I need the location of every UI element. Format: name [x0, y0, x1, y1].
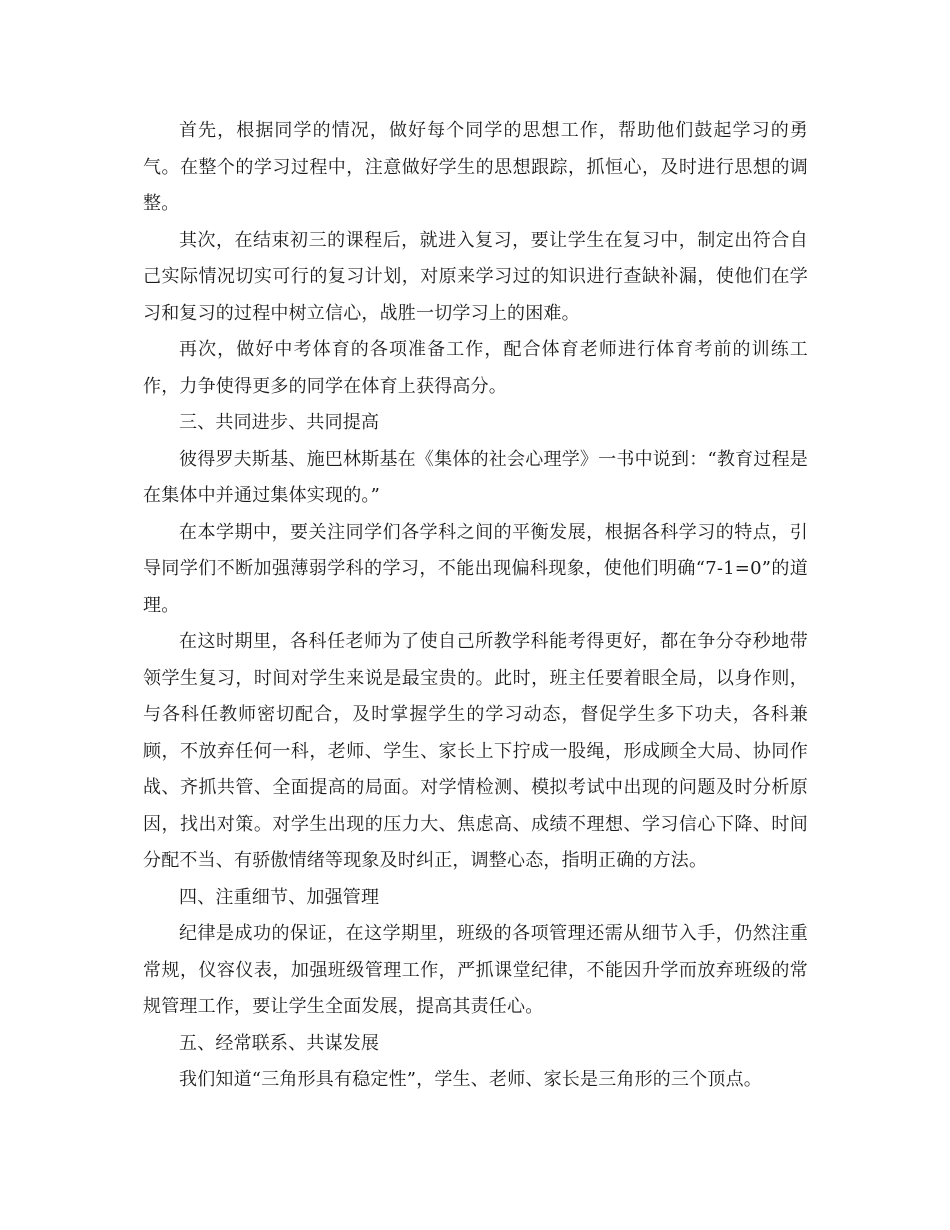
section-heading-4: 四、注重细节、加强管理 — [179, 886, 380, 908]
paragraph-quote: 彼得罗夫斯基、施巴林斯基在《集体的社会心理学》一书中说到：“教育过程是在集体中并通过集体实现的。” — [143, 448, 808, 506]
paragraph-triangle: 我们知道“三角形具有稳定性”，学生、老师、家长是三角形的三个顶点。 — [179, 1069, 763, 1090]
paragraph-first-ideology: 首先，根据同学的情况，做好每个同学的思想工作，帮助他们鼓起学习的勇气。在整个的学习过程中，注意做好学生的思想跟踪，抓恒心，及时进行思想的调整。 — [143, 120, 808, 214]
section-heading-3: 三、共同进步、共同提高 — [179, 412, 380, 433]
section-heading-5: 五、经常联系、共谋发展 — [179, 1032, 380, 1054]
document-body — [143, 113, 808, 1099]
paragraph-balance: 在本学期中，要关注同学们各学科之间的平衡发展，根据各科学习的特点，引导同学们不断加强薄弱学科的学习，不能出现偏科现象，使他们明确“7-1=0”的道理。 — [143, 521, 808, 616]
paragraph-second-review: 其次，在结束初三的课程后，就进入复习，要让学生在复习中，制定出符合自己实际情况切实可行的复习计划，对原来学习过的知识进行查缺补漏，使他们在学习和复习的过程中树立信心，战胜一切学习上的困难。 — [143, 229, 808, 324]
paragraph-discipline: 纪律是成功的保证，在这学期里，班级的各项管理还需从细节入手，仍然注重常规，仪容仪表，加强班级管理工作，严抓课堂纪律，不能因升学而放弃班级的常规管理工作，要让学生全面发展，提高其责任心。 — [143, 923, 808, 1017]
paragraph-third-pe: 再次，做好中考体育的各项准备工作，配合体育老师进行体育考前的训练工作，力争使得更多的同学在体育上获得高分。 — [143, 339, 808, 397]
paragraph-teachers: 在这时期里，各科任老师为了使自己所教学科能考得更好，都在争分夺秒地带领学生复习，时间对学生来说是最宝贵的。此时，班主任要着眼全局，以身作则，与各科任教师密切配合，及时掌握学生的学习动态，督促学生多下功夫，各科兼顾，不放弃任何一科，老师、学生、家长上下拧成一股绳，形成顾全大局、协同作战、齐抓共管、全面提高的局面。对学情检测、模拟考试中出现的问题及时分析原因，找出对策。对学生出现的压力大、焦虑高、成绩不理想、学习信心下降、时间分配不当、有骄傲情绪等现象及时纠正，调整心态，指明正确的方法。 — [143, 631, 808, 871]
